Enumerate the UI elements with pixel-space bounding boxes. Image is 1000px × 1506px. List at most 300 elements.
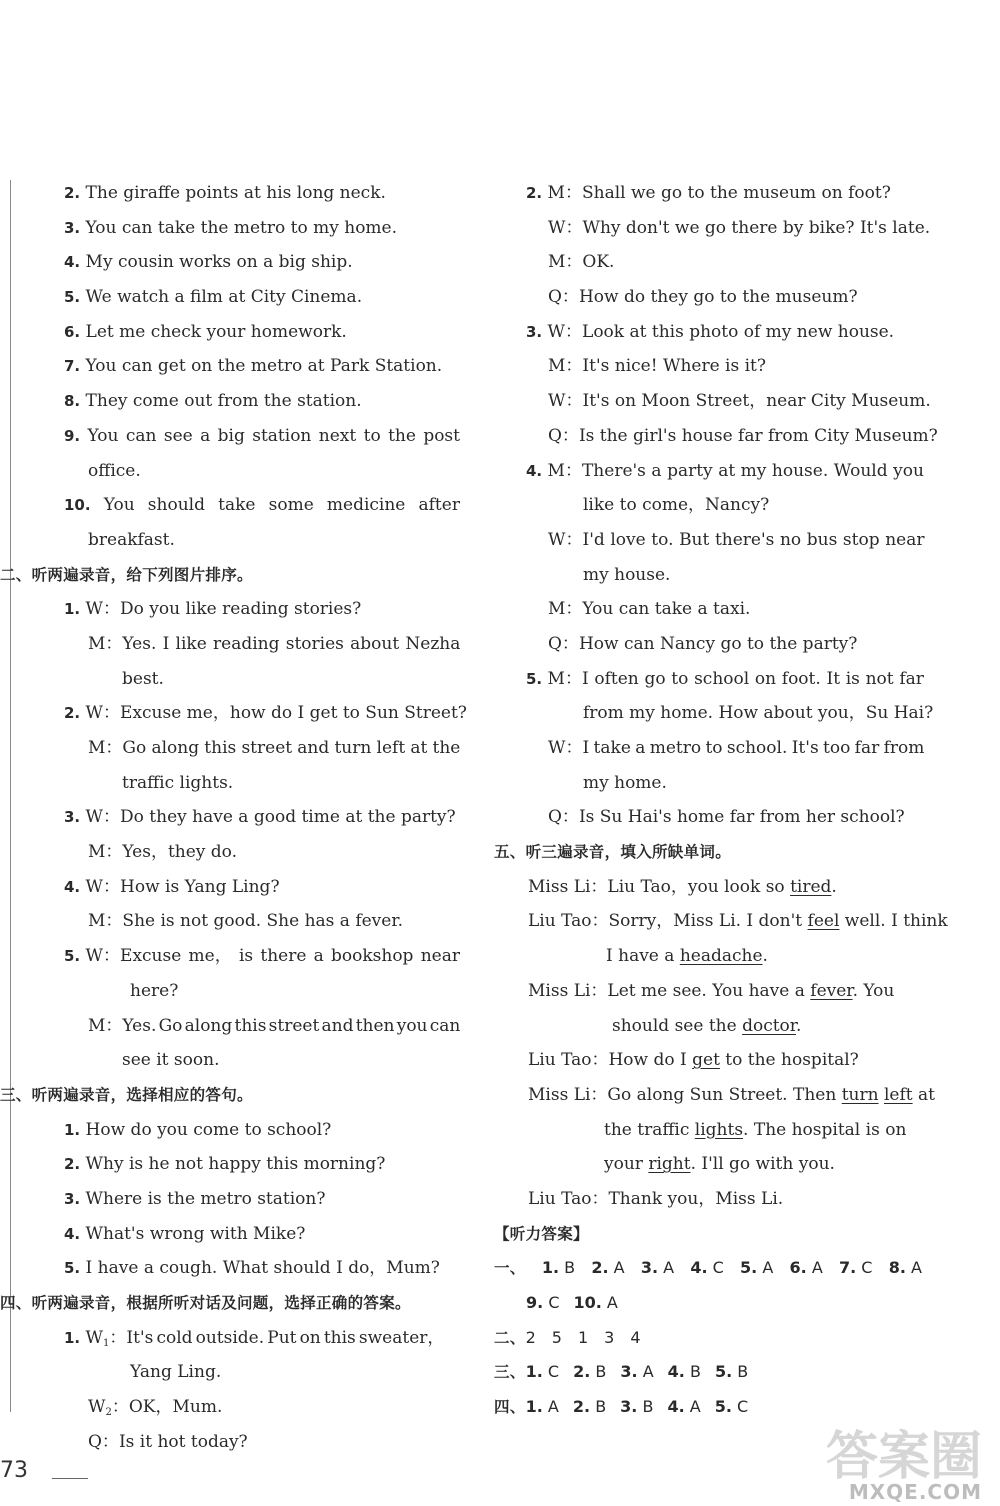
word: bus [806,529,838,550]
word: my [740,460,767,481]
list-item [30,211,460,246]
word: a [635,738,646,758]
page-number: 73 [0,1458,28,1483]
speaker: Q： [548,807,579,828]
item-text: We watch a film at City Cinema. [85,287,363,308]
cloze-text: . The hospital is on [743,1119,907,1140]
word: school. [726,738,788,758]
answer-number: 6. [789,1258,807,1278]
blank-answer: left [883,1084,913,1105]
item-number: 4. [64,1224,81,1243]
line-text: Yes，they do. [122,842,238,863]
cloze-text: should see the [612,1015,743,1036]
line-text-cont: here? [130,980,179,1001]
speaker: M： [548,252,583,273]
word: from [883,738,925,758]
word: then [355,1015,395,1036]
dialogue-cont [30,1043,460,1078]
list-item [30,1147,460,1182]
dialogue-cont [494,558,926,593]
cloze-text: Liu Tao，you look so [607,876,791,897]
word: to [705,738,723,758]
word: party [667,460,713,481]
answer-choice: B [737,1362,749,1382]
line-text: Do they have a good time at the party? [120,807,456,828]
word: bookshop [331,946,414,967]
list-item [30,280,460,315]
word: Go [158,1015,183,1036]
cloze-text: . I'll go with you. [690,1154,835,1175]
line-text: Why don't we go there by bike? It's late. [582,217,931,238]
item-number: 3. [64,1189,81,1208]
blank-answer: fever [810,980,853,1001]
word: some [268,495,314,516]
word: a [313,946,324,967]
speaker-subscript: 1 [103,1337,110,1349]
dialogue-line [494,662,926,697]
answer-choice: A [911,1258,922,1278]
speaker: W： [85,599,121,620]
dialogue-line [494,454,926,489]
dialogue-line [494,800,926,835]
word: There's [581,460,646,481]
word: stop [842,529,880,550]
list-item [30,488,460,523]
word: after [418,495,460,516]
answer-number: 5. [714,1397,732,1417]
item-text: Where is the metro station? [85,1188,326,1209]
word: Nezha [405,633,461,654]
cloze-text: Let me see. You have a [607,980,811,1001]
word: along [151,738,200,758]
dialogue-line [494,176,926,211]
answer-choice: C [861,1258,873,1278]
word: too [823,738,851,758]
answer-label: 二、 [494,1328,526,1347]
item-text: You can get on the metro at Park Station. [85,356,443,377]
speaker: W： [85,876,121,897]
line-text [122,1009,460,1044]
line-text [582,523,924,558]
word: love [610,529,646,550]
item-number: 5. [64,947,81,966]
dialogue-line [494,627,926,662]
line-text-cont: see it soon. [122,1050,220,1071]
word: this [323,1327,356,1348]
word: I [162,633,170,654]
word: you [396,1015,428,1036]
cloze-line [494,870,926,905]
item-number: 3. [526,322,543,341]
line-text: OK. [582,252,615,273]
dialogue-cont [494,696,934,731]
line-text: How can Nancy go to the party? [578,633,858,654]
right-column [494,176,948,1425]
section-title: 三、听两遍录音，选择相应的答句。 [0,1085,253,1104]
item-text-cont: office. [88,460,141,481]
speaker: W： [85,703,121,724]
line-text: How is Yang Ling? [120,876,280,897]
speaker: M： [88,633,123,654]
item-number: 5. [64,1259,81,1278]
cloze-text: your [604,1154,649,1175]
word: school [694,668,750,689]
cloze-line [494,939,926,974]
word: see [163,425,193,446]
list-item [30,176,460,211]
word: You [103,495,135,516]
speaker: W： [548,529,583,550]
list-item [30,245,460,280]
item-text: My cousin works on a big ship. [85,252,353,273]
item-number: 5. [526,669,543,688]
word: can [429,1015,461,1036]
item-number: 9. [64,426,81,445]
word: medicine [326,495,406,516]
dialogue-line [30,835,460,870]
word: Go [122,738,147,758]
cloze-text: Go along Sun Street. Then [607,1084,842,1105]
answer-choice: C [712,1258,724,1278]
item-text: What's wrong with Mike? [85,1223,306,1244]
word: street [241,738,293,758]
item-number: 2. [64,184,81,202]
speaker: M： [548,356,583,377]
blank-answer: turn [841,1084,879,1105]
speaker: W [88,1397,106,1418]
word: far [899,668,924,689]
item-number: 8. [64,392,81,411]
word: take [218,495,256,516]
item-text-cont: breakfast. [88,529,175,550]
cloze-text: Sorry，Miss Li. I don't [608,911,808,932]
answer-number: 4. [667,1397,685,1417]
cloze-line [494,1009,926,1044]
word: Yes. [122,1015,157,1036]
list-item [30,1217,460,1252]
word: is [238,946,254,967]
item-text: Why is he not happy this morning? [85,1154,386,1175]
answer-pair [690,1251,723,1286]
word: It's [791,738,819,758]
answer-pair [839,1251,872,1286]
speaker: M： [88,911,123,932]
dialogue-line [30,592,460,627]
line-text: Is the girl's house far from City Museum? [578,425,938,446]
line-text-cont: Yang Ling. [130,1362,222,1383]
word: a [651,460,662,481]
speaker: M： [547,183,582,203]
line-text: How do they go to the museum? [578,287,858,308]
cloze-text: How do I [608,1050,693,1071]
answer-number: 7. [838,1258,857,1278]
line-text [582,731,924,766]
list-item [30,1113,460,1148]
word: you [893,460,924,481]
speaker: M： [547,460,582,481]
item-number: 2. [526,184,543,202]
word: no [779,529,802,550]
cloze-text: . [796,1015,802,1036]
cloze-line [494,1113,926,1148]
word: foot. [781,668,821,689]
line-text: Shall we go to the museum on foot? [581,183,891,203]
list-item [30,384,460,419]
answer-pair [889,1251,922,1286]
list-item-continuation [30,523,460,558]
line-text: You can take a taxi. [582,599,751,620]
cloze-line [494,1182,926,1217]
word: take [593,738,631,758]
dialogue-line [494,245,926,280]
word: house. [771,460,829,481]
dialogue-cont [494,488,926,523]
word: Yes. [122,633,157,654]
answer-number: 4. [667,1362,685,1382]
section-title: 二、听两遍录音，给下列图片排序。 [0,565,253,584]
cloze-text: I have a [606,946,680,967]
answer-pair [591,1251,624,1286]
word: Put [267,1327,297,1348]
blank-answer: doctor [742,1015,797,1036]
dialogue-line [494,592,926,627]
answer-line [494,1355,926,1390]
item-number: 1. [64,1328,81,1347]
answer-number: 3. [620,1362,638,1382]
item-text: How do you come to school? [85,1119,332,1140]
line-text: It's nice! Where is it? [582,356,766,377]
dialogue-line [30,627,460,662]
answer-line [494,1321,926,1356]
question-line [30,1425,460,1460]
speaker: Q： [548,287,579,308]
word: me， [188,946,232,967]
speaker: W： [548,738,583,758]
word: go [644,668,666,689]
section-title-5 [494,835,926,870]
item-text: The giraffe points at his long neck. [85,183,386,203]
answer-number: 2. [591,1258,609,1278]
line-text: It's on Moon Street，near City Museum. [582,391,931,412]
cloze-line [494,1078,935,1113]
word: big [217,425,245,446]
section-title: 四、听两遍录音，根据所听对话及问题，选择正确的答案。 [0,1294,411,1312]
speaker: Miss Li： [528,1084,608,1105]
answer-number: 1. [525,1362,543,1382]
word: on [754,668,777,689]
word: to. [651,529,674,550]
item-number: 5. [64,288,81,307]
list-item [30,1251,460,1286]
dialogue-line [30,870,460,905]
item-number: 2. [64,704,81,723]
dialogue-cont [30,974,460,1009]
word: I'd [582,529,605,550]
cloze-text: at [912,1084,935,1105]
word: is [845,668,860,689]
line-text-cont: best. [122,668,164,689]
speaker: M： [547,668,582,689]
speaker: Liu Tao： [528,1188,609,1209]
list-item-continuation [30,454,460,489]
word: there [260,946,307,967]
section-title: 五、听三遍录音，填入所缺单词。 [494,843,732,862]
answer-pair [790,1251,823,1286]
watermark-logo [800,1412,990,1506]
speaker: Q： [548,425,579,446]
word: this [234,1015,267,1036]
word: there's [714,529,775,550]
word: sweater， [358,1327,445,1348]
line-text: Is it hot today? [118,1431,248,1452]
answer-choice: A [606,1293,618,1312]
answer-label: 四、 [494,1398,526,1417]
dialogue-line [494,523,926,558]
answer-sequence: 2 5 1 3 4 [525,1327,641,1347]
answer-line [494,1251,922,1286]
dialogue-cont [30,1355,460,1390]
item-number: 6. [64,322,81,341]
answer-choice: A [663,1258,675,1278]
dialogue-line [30,696,467,731]
line-text-cont: like to come，Nancy? [583,495,770,516]
word: Excuse [120,946,182,967]
answer-number: 4. [690,1258,708,1278]
line-text [582,454,924,489]
word: far [854,738,880,758]
word: at [718,460,736,481]
word: about [350,633,400,654]
answer-number: 2. [572,1397,591,1417]
word: this [204,738,237,758]
cloze-text: Thank you，Miss Li. [608,1188,784,1209]
list-item [30,315,460,350]
answer-number: 3. [620,1397,638,1417]
item-number: 3. [64,808,81,827]
item-number: 4. [64,253,81,272]
list-item [30,349,460,384]
cloze-text: to the hospital? [719,1050,859,1071]
answer-number: 3. [640,1258,659,1278]
line-text [120,939,460,974]
answer-label: 三、 [494,1363,526,1382]
answer-number: 5. [740,1258,758,1278]
line-text: She is not good. She has a fever. [122,911,403,932]
dialogue-line [494,384,931,419]
word: post [423,425,460,446]
speaker: Liu Tao： [528,1050,609,1071]
answer-choice: A [811,1258,823,1278]
word: outside. [195,1327,265,1348]
cloze-text: . [831,876,837,897]
dialogue-cont [30,662,460,697]
dialogue-line [494,419,938,454]
answer-choice: B [595,1397,607,1417]
answer-number: 5. [714,1362,733,1382]
speaker: W： [85,807,121,828]
speaker: M： [548,599,583,620]
answer-choice: C [547,1362,560,1382]
speaker: W： [547,321,583,342]
cloze-line [494,1043,926,1078]
watermark-mark: 答案圈 [825,1427,982,1487]
speaker-subscript: 2 [105,1407,112,1419]
word: to [363,425,381,446]
word: a [200,425,211,446]
line-text-cont: traffic lights. [122,772,234,793]
cloze-text: . [762,946,768,967]
dialogue-line [494,280,926,315]
word: and [321,1015,354,1036]
item-number: 1. [64,1120,81,1139]
watermark-text: MXQE.COM [848,1480,982,1504]
answer-choice: A [762,1258,774,1278]
cloze-text: well. I think [839,911,948,932]
word: stories [285,633,344,654]
answer-choice: A [689,1397,701,1417]
dialogue-line [30,731,460,766]
answer-number: 10. [573,1293,602,1312]
word: to [671,668,689,689]
line-text: Do you like reading stories? [120,599,362,620]
word: should [147,495,205,516]
section-title-2 [0,558,460,593]
line-text: Is Su Hai's home far from her school? [578,807,905,828]
item-number: 10. [64,496,91,515]
answer-choice: C [737,1397,749,1417]
word: reading [213,633,280,654]
dialogue-line: 1. $W_1$： It's cold outside. Put on this sweater， [30,1321,460,1356]
word: often [594,668,639,689]
line-text-cont: my home. [583,772,667,793]
line-text [126,1321,444,1356]
word: station [252,425,312,446]
word: I [581,668,589,689]
word: on [299,1327,321,1348]
answer-choice: A [642,1362,654,1382]
blank-answer: headache [679,946,763,967]
item-text: I have a cough. What should I do，Mum? [85,1258,440,1279]
speaker: Q： [88,1431,119,1452]
answers-title [494,1217,926,1252]
word: near [420,946,460,967]
dialogue-line [494,315,926,350]
answer-label: 一、 [494,1259,526,1278]
dialogue-line [30,1009,460,1044]
section-title-3 [0,1078,460,1113]
answer-number: 2. [573,1362,591,1382]
line-text-cont: from my home. How about you，Su Hai? [583,703,934,724]
dialogue-line: $W_2$：OK，Mum. [88,1397,223,1419]
speaker: W： [85,946,121,967]
line-text [582,662,924,697]
speaker: Liu Tao： [528,911,609,932]
word: It [826,668,841,689]
speaker: W： [548,217,583,238]
word: near [885,529,925,550]
blank-answer: lights [694,1119,744,1140]
line-text-cont: my house. [583,564,671,585]
speaker: M： [88,738,123,758]
item-number: 2. [64,1155,81,1174]
section-title-4 [0,1286,460,1321]
blank-answer: feel [807,911,840,932]
dialogue-cont [494,766,926,801]
answer-number: 8. [888,1258,906,1278]
word: along [184,1015,233,1036]
column-rule-left [10,180,11,1412]
cloze-line [494,974,926,1009]
